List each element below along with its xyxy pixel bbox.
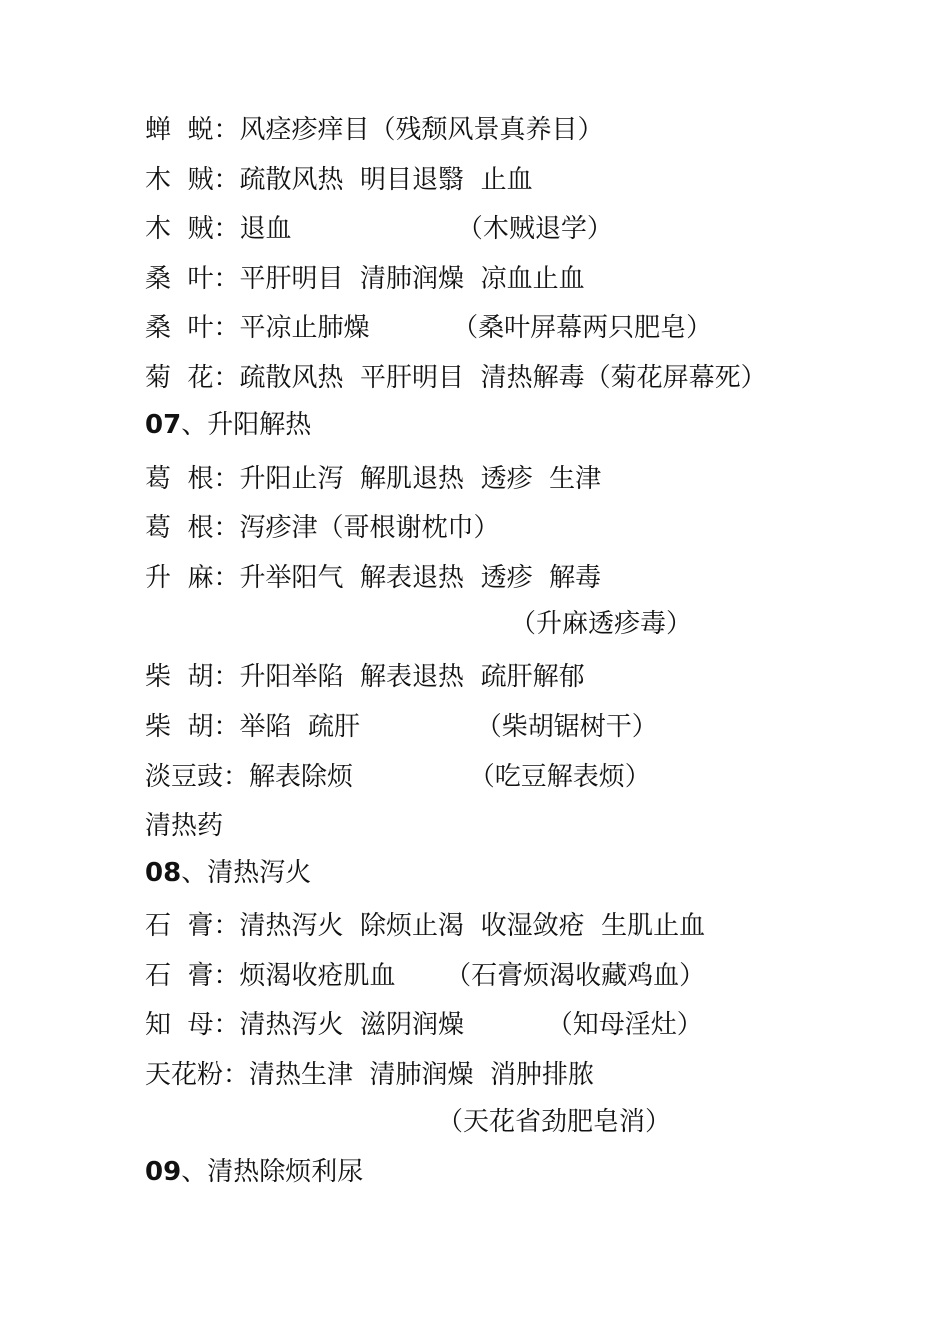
section-heading-07 bbox=[145, 408, 311, 442]
text-line-chaihu-mnemonic: 柴 胡：举陷 疏肝 （柴胡锯树干） bbox=[145, 712, 658, 742]
text-line-shigao-mnemonic: 石 膏：烦渴收疮肌血 （石膏烦渴收藏鸡血） bbox=[145, 961, 706, 991]
section-heading-08 bbox=[145, 856, 311, 890]
section-heading-09 bbox=[145, 1155, 363, 1189]
section-title: 、清热除烦利尿 bbox=[181, 1157, 364, 1187]
text-line-muzei: 木 贼：疏散风热 明目退翳 止血 bbox=[145, 165, 533, 195]
text-line-dandouchi: 淡豆豉：解表除烦 （吃豆解表烦） bbox=[145, 762, 651, 792]
text-line-chaihu: 柴 胡：升阳举陷 解表退热 疏肝解郁 bbox=[145, 662, 585, 692]
section-number: 08 bbox=[145, 858, 182, 888]
text-line-tianhuafen: 天花粉：清热生津 清肺润燥 消肿排脓 bbox=[145, 1060, 595, 1090]
section-title: 、升阳解热 bbox=[181, 410, 312, 440]
text-line-qingreyao: 清热药 bbox=[145, 811, 224, 841]
section-number: 07 bbox=[145, 410, 182, 440]
section-number: 09 bbox=[145, 1157, 182, 1187]
text-line-shengma: 升 麻：升举阳气 解表退热 透疹 解毒 bbox=[145, 563, 602, 593]
section-title: 、清热泻火 bbox=[181, 858, 312, 888]
text-line-sangye-mnemonic: 桑 叶：平凉止肺燥 （桑叶屏幕两只肥皂） bbox=[145, 313, 713, 343]
text-line-sangye: 桑 叶：平肝明目 清肺润燥 凉血止血 bbox=[145, 264, 585, 294]
text-line-zhimu: 知 母：清热泻火 滋阴润燥 （知母淫灶） bbox=[145, 1010, 703, 1040]
text-line-gegen: 葛 根：升阳止泻 解肌退热 透疹 生津 bbox=[145, 464, 602, 494]
text-line-chantui: 蝉 蜕：风痉疹痒目（残颓风景真养目） bbox=[145, 115, 604, 145]
text-line-muzei-mnemonic: 木 贼：退血 （木贼退学） bbox=[145, 214, 613, 244]
text-line-juhua: 菊 花：疏散风热 平肝明目 清热解毒（菊花屏幕死） bbox=[145, 363, 767, 393]
text-line-gegen-mnemonic: 葛 根：泻疹津（哥根谢枕巾） bbox=[145, 513, 500, 543]
text-line-tianhuafen-mnemonic: （天花省劲肥皂消） bbox=[437, 1107, 672, 1137]
text-line-shigao: 石 膏：清热泻火 除烦止渴 收湿敛疮 生肌止血 bbox=[145, 911, 706, 941]
text-line-shengma-mnemonic: （升麻透疹毒） bbox=[510, 609, 693, 639]
